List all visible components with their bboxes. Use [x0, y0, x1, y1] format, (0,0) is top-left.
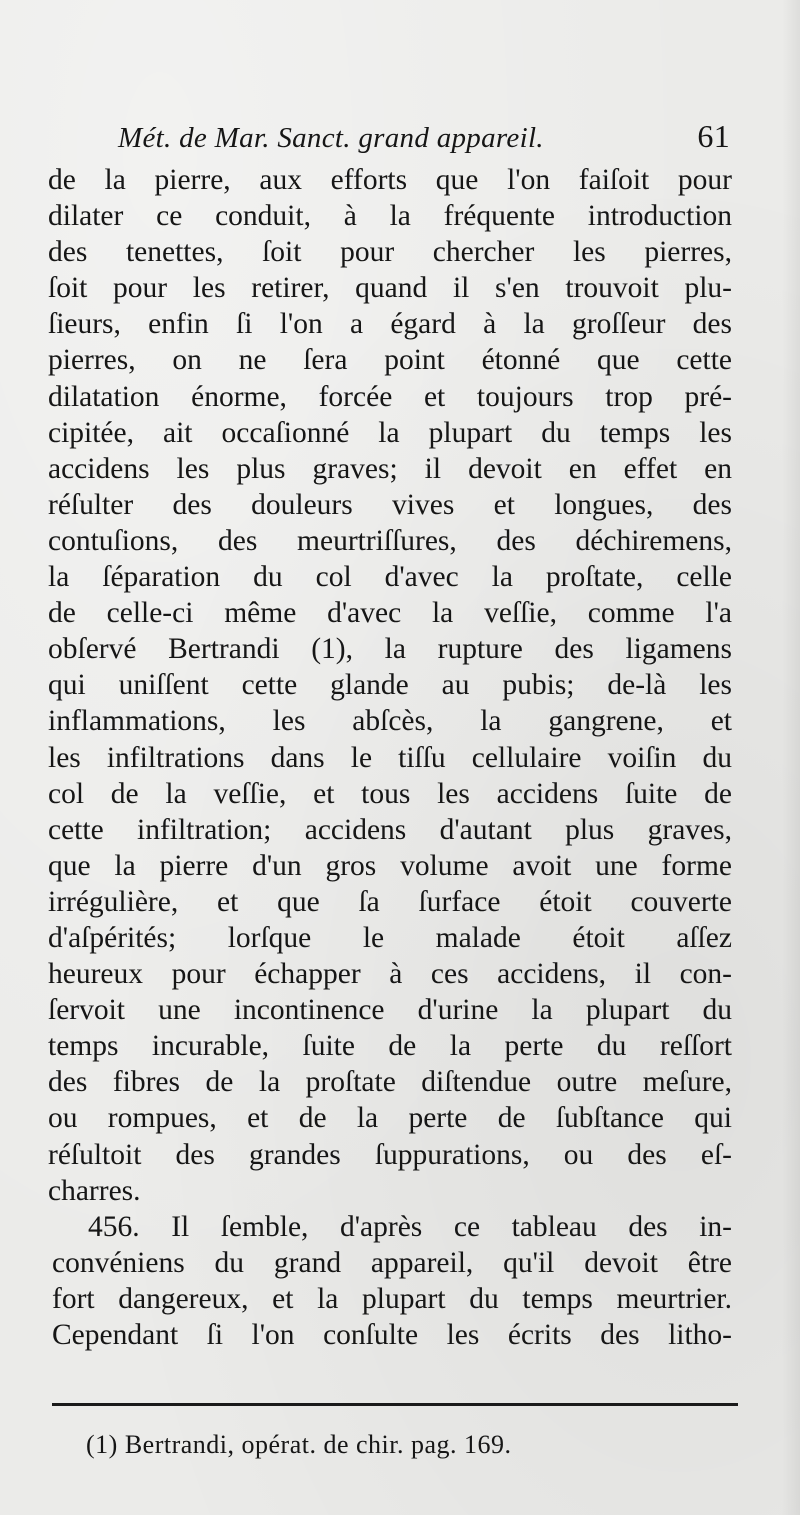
text-line: cipitée, ait occaſionné la plupart du temps les: [48, 416, 732, 449]
text-line: heureux pour échapper à ces accidens, il con-: [48, 958, 732, 991]
text-line: contuſions, des meurtriſſures, des déchiremens,: [48, 524, 732, 557]
text-line: fort dangereux, et la plupart du temps meurtrier.: [52, 1282, 732, 1315]
text-line: des tenettes, ſoit pour chercher les pierres,: [48, 236, 732, 269]
text-line: la ſéparation du col d'avec la proſtate, celle: [48, 561, 732, 594]
text-line: réſulter des douleurs vives et longues, des: [48, 488, 732, 521]
text-line: dilatation énorme, forcée et toujours trop pré-: [48, 380, 732, 413]
footnote-rule: [52, 1403, 738, 1406]
page-edge-shadow: [782, 0, 800, 1515]
page-number: 61: [697, 118, 730, 154]
running-title: Mét. de Mar. Sanct. grand appareil.: [118, 122, 544, 154]
text-line: temps incurable, ſuite de la perte du reſſort: [48, 1030, 732, 1063]
text-line: ſieurs, enfin ſi l'on a égard à la groſſeur des: [48, 308, 732, 341]
text-line: convéniens du grand appareil, qu'il devoit être: [52, 1246, 732, 1279]
text-line: des fibres de la proſtate diſtendue outre meſure,: [48, 1066, 732, 1099]
text-line: ſoit pour les retirer, quand il s'en trouvoit plu-: [48, 272, 732, 305]
text-line: irrégulière, et que ſa ſurface étoit couverte: [48, 885, 732, 918]
body-text: [48, 162, 732, 1353]
text-line: inflammations, les abſcès, la gangrene, et: [48, 705, 732, 738]
text-line: réſultoit des grandes ſuppurations, ou des eſ-: [48, 1138, 732, 1171]
footnote: (1) Bertrandi, opérat. de chir. pag. 169.: [86, 1430, 512, 1459]
text-line: cette infiltration; accidens d'autant plus graves,: [48, 813, 732, 846]
paragraph-start-line: 456. Il ſemble, d'après ce tableau des in-: [88, 1210, 732, 1243]
text-line: Cependant ſi l'on conſulte les écrits des litho-: [52, 1319, 732, 1351]
text-line: ou rompues, et de la perte de ſubſtance qui: [48, 1102, 732, 1135]
text-line: qui uniſſent cette glande au pubis; de-là les: [48, 669, 732, 702]
text-line: dilater ce conduit, à la fréquente introduction: [48, 200, 732, 233]
text-line: obſervé Bertrandi (1), la rupture des ligamens: [48, 633, 732, 666]
text-line: de la pierre, aux efforts que l'on faiſoit pour: [48, 164, 732, 196]
text-line: d'aſpérités; lorſque le malade étoit aſſez: [48, 921, 732, 954]
text-line: ſervoit une incontinence d'urine la plupart du: [48, 994, 732, 1027]
text-line: pierres, on ne ſera point étonné que cette: [48, 344, 732, 377]
text-line: que la pierre d'un gros volume avoit une forme: [48, 849, 732, 882]
text-line: col de la veſſie, et tous les accidens ſuite de: [48, 777, 732, 810]
text-line: accidens les plus graves; il devoit en effet en: [48, 452, 732, 485]
text-line: les infiltrations dans le tiſſu cellulaire voiſin du: [48, 741, 732, 774]
text-line: de celle-ci même d'avec la veſſie, comme l'a: [48, 597, 732, 630]
running-head: [118, 118, 730, 162]
text-line: charres.: [48, 1174, 141, 1207]
